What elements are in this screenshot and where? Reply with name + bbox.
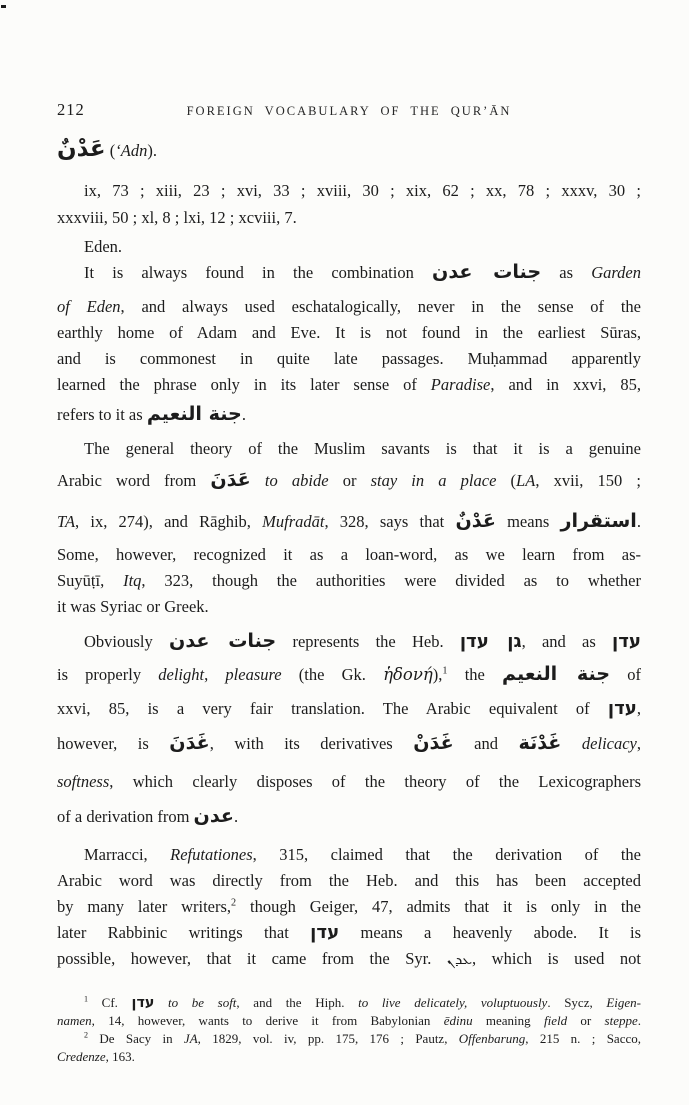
text-segment: , 14, however, wants to derive it from Babylonian (91, 1013, 444, 1028)
text-segment: Cf. (88, 995, 132, 1010)
text-segment: it was Syriac or Greek. (57, 597, 209, 616)
text-segment: , 215 n. ; Sacco, (525, 1031, 641, 1046)
text-segment: , 323, though the authorities were divided as to whether (141, 571, 641, 590)
text-segment (251, 471, 265, 490)
italic-text: stay in a place (370, 471, 497, 490)
text-line (57, 894, 641, 920)
text-segment: and is commonest in quite late passages. Muḥammad apparently (57, 349, 641, 368)
italic-text: Garden (591, 263, 642, 282)
page-number: 212 (57, 100, 85, 119)
italic-text: of Eden (57, 297, 121, 316)
text-segment: , 1829, vol. iv, pp. 175, 176 ; Pautz, (197, 1031, 459, 1046)
arabic-text: عَدْنٌ (455, 509, 496, 532)
text-segment: , with its derivatives (209, 734, 414, 753)
arabic-text: عَدَنَ (210, 468, 251, 491)
footnote-marker: 2 (231, 897, 237, 909)
text-segment: Arabic word from (57, 471, 211, 490)
text-line (57, 509, 641, 535)
text-line (57, 946, 641, 972)
running-header (57, 100, 641, 120)
text-segment: , which is used not (472, 949, 641, 968)
text-segment: ( (105, 141, 116, 160)
text-line (57, 436, 641, 462)
text-segment: xxxviii, 50 ; xl, 8 ; lxi, 12 ; xcviii, 7. (57, 208, 297, 227)
text-segment: . (241, 405, 246, 424)
arabic-text: جنة النعيم (502, 662, 611, 685)
footnote-marker: 1 (442, 665, 448, 677)
text-segment: ). (147, 141, 157, 160)
text-segment (561, 734, 582, 753)
text-segment: meaning (472, 1013, 544, 1028)
text-segment: ), (432, 665, 443, 684)
arabic-text: جنات عدن (169, 629, 277, 652)
italic-text: pleasure (225, 665, 282, 684)
text-segment: The general theory of the Muslim savants is that it is a genuine (84, 439, 641, 458)
italic-text: TA (57, 512, 76, 531)
text-segment: , (636, 699, 641, 718)
text-segment: , ix, 274), and Rāghib, (75, 512, 263, 531)
italic-text: Eigen- (606, 995, 642, 1010)
arabic-text: جنات عدن (432, 260, 542, 283)
text-segment: , and as (521, 632, 612, 651)
italic-text: steppe (604, 1013, 638, 1028)
text-line (57, 320, 641, 346)
text-segment: represents the Heb. (276, 632, 460, 651)
italic-text: Paradise (430, 375, 491, 394)
text-line (57, 260, 641, 286)
entry-headword-line (57, 134, 641, 168)
text-segment: , xvii, 150 ; (535, 471, 641, 490)
italic-text: to be soft (168, 995, 237, 1010)
footnote-marker: 2 (84, 1030, 89, 1040)
italic-text: Mufradāt (262, 512, 325, 531)
text-line (57, 731, 641, 757)
text-line (57, 468, 641, 494)
text-line (57, 346, 641, 372)
scan-artifact (1, 5, 6, 8)
text-segment: Marracci, (84, 845, 171, 864)
text-segment: Suyūṭī, (57, 571, 124, 590)
italic-text: field (543, 1013, 568, 1028)
italic-text: delight (158, 665, 205, 684)
italic-text: ēdinu (443, 1013, 473, 1028)
text-line (57, 402, 641, 428)
text-line (57, 542, 641, 568)
text-segment: earthly home of Adam and Eve. It is not found in the earliest Sūras, (57, 323, 641, 342)
syriac-text: ܥܕܢ (446, 950, 473, 968)
text-segment: possible, however, that it came from the Syr. (57, 949, 447, 968)
text-segment: however, is (57, 734, 170, 753)
text-segment: , and always used eschatalogically, never in the sense of the (120, 297, 641, 316)
italic-text: JA (183, 1031, 198, 1046)
arabic-text: جنة النعيم (146, 402, 242, 425)
text-segment: , 328, says that (324, 512, 456, 531)
text-segment: . (637, 1013, 641, 1028)
italic-text: Itq (123, 571, 142, 590)
italic-text: Refutationes (170, 845, 253, 864)
arabic-text: استقرار (560, 509, 637, 532)
italic-text: softness (57, 772, 110, 791)
reference-line (57, 205, 641, 231)
text-segment: is properly (57, 665, 159, 684)
text-line (57, 769, 641, 795)
arabic-text: عدن (193, 804, 234, 827)
text-line (57, 920, 641, 946)
italic-text: Offenbarung (458, 1031, 526, 1046)
arabic-text: غَدَنَ (169, 731, 210, 754)
text-line (57, 842, 641, 868)
text-segment: ix, 73 ; xiii, 23 ; xvi, 33 ; xviii, 30 ; xix, 62 ; xx, 78 ; xxxv, 30 ; (84, 181, 641, 200)
italic-text: ‘Adn (115, 141, 148, 160)
text-segment: Eden. (84, 237, 123, 256)
text-segment: (the Gk. (281, 665, 384, 684)
text-segment (154, 995, 168, 1010)
hebrew-text: עדן (612, 631, 641, 652)
footnote-line (57, 994, 641, 1012)
italic-text: to abide (264, 471, 329, 490)
greek-text: ἡδονή (383, 665, 433, 684)
text-line (57, 594, 641, 620)
text-segment: De Sacy in (88, 1031, 184, 1046)
text-line (57, 868, 641, 894)
italic-text: delicacy (581, 734, 637, 753)
text-line (57, 696, 641, 722)
text-segment: , 163. (105, 1049, 135, 1064)
text-segment: means a heavenly abode. It is (339, 923, 641, 942)
hebrew-text: גן עדן (459, 631, 522, 652)
text-line (57, 662, 641, 688)
text-segment: It is always found in the combination (84, 263, 432, 282)
text-segment: , and the Hiph. (236, 995, 359, 1010)
text-segment: or (328, 471, 371, 490)
text-segment: later Rabbinic writings that (57, 923, 311, 942)
text-segment: , and in xxvi, 85, (490, 375, 641, 394)
hebrew-text: עדן (310, 922, 340, 943)
italic-text: Credenze (57, 1049, 106, 1064)
text-segment: , (636, 734, 641, 753)
text-segment: . (636, 512, 641, 531)
text-segment: means (495, 512, 561, 531)
gloss-line (57, 234, 641, 260)
hebrew-text: עדן (607, 698, 637, 719)
footnote-line (57, 1012, 641, 1030)
text-segment: Some, however, recognized it as a loan-word, as we learn from as- (57, 545, 641, 564)
italic-text: to live delicately, voluptuously (358, 995, 548, 1010)
arabic-text: غَدَنْ (413, 731, 454, 754)
text-segment: , 315, claimed that the derivation of the (252, 845, 641, 864)
text-segment: by many later writers, (57, 897, 232, 916)
arabic-text: غَدْنَة (518, 731, 562, 754)
footnote-line (57, 1048, 641, 1066)
text-column (57, 134, 641, 1066)
text-segment: Obviously (84, 632, 169, 651)
text-segment: . Sycz, (547, 995, 607, 1010)
text-segment: learned the phrase only in its later sense of (57, 375, 431, 394)
text-segment: xxvi, 85, is a very fair translation. The Arabic equivalent of (57, 699, 608, 718)
text-segment: refers to it as (57, 405, 147, 424)
text-segment: the (447, 665, 503, 684)
page-content (57, 100, 641, 1066)
arabic-headword: عَدْنٌ (57, 136, 106, 162)
footnote-line (57, 1030, 641, 1048)
text-segment: , which clearly disposes of the theory of the Lexicographers (109, 772, 641, 791)
italic-text: LA (516, 471, 536, 490)
text-line (57, 568, 641, 594)
reference-line (57, 178, 641, 204)
running-title: FOREIGN VOCABULARY OF THE QUR’ĀN (186, 104, 512, 118)
text-segment: and (453, 734, 519, 753)
text-segment: or (567, 1013, 605, 1028)
text-segment: of a derivation from (57, 807, 194, 826)
text-line (57, 804, 641, 830)
text-segment: , (204, 665, 226, 684)
text-segment: . (233, 807, 239, 826)
text-segment: of (610, 665, 641, 684)
footnote-marker: 1 (84, 994, 89, 1004)
text-line (57, 294, 641, 320)
text-segment: ( (496, 471, 517, 490)
text-segment: though Geiger, 47, admits that it is only in the (236, 897, 641, 916)
text-line (57, 629, 641, 655)
hebrew-text: עדן (131, 995, 155, 1011)
italic-text: namen (57, 1013, 92, 1028)
text-line (57, 372, 641, 398)
text-segment: Arabic word was directly from the Heb. and this has been accepted (57, 871, 641, 890)
text-segment: as (541, 263, 592, 282)
